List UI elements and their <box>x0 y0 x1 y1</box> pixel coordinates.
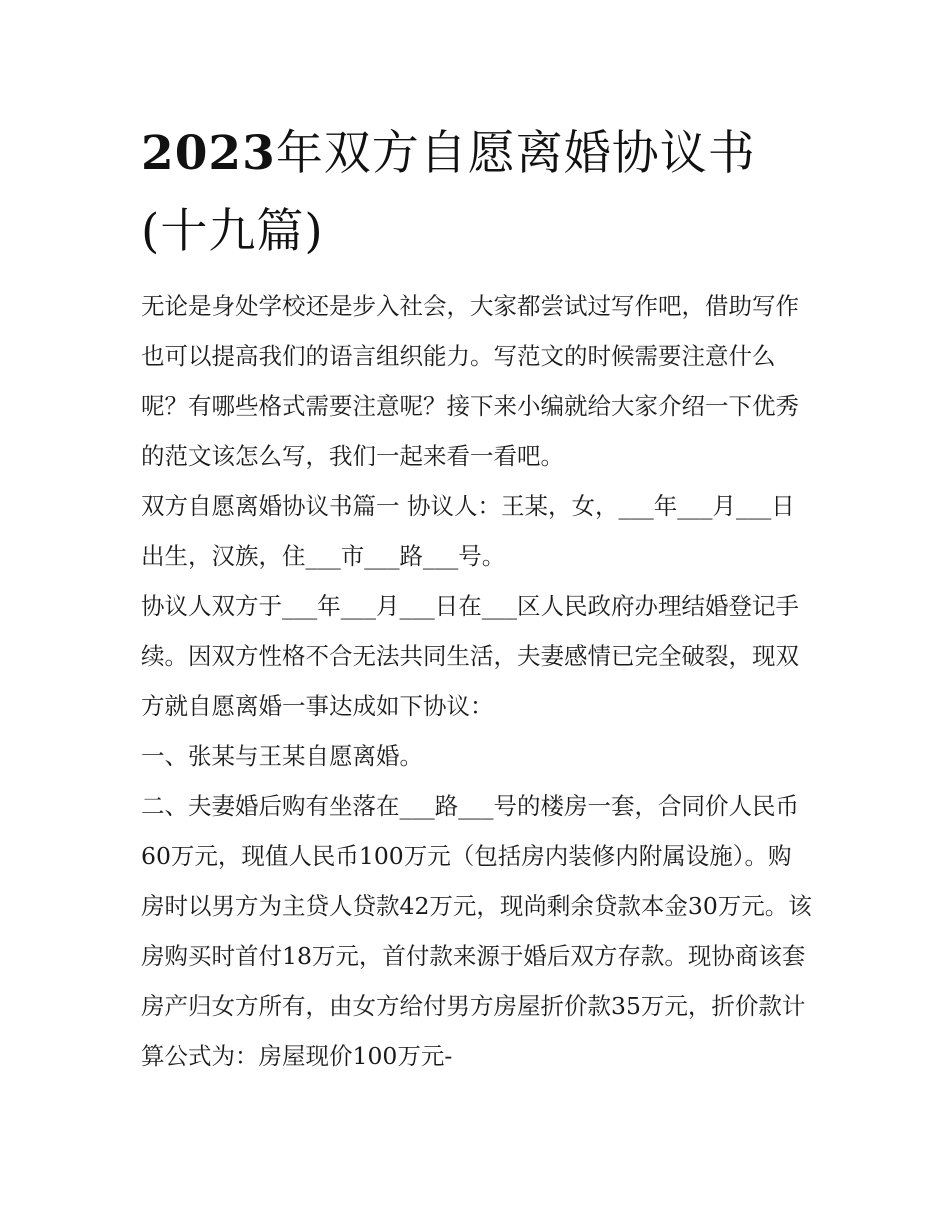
document-body <box>141 281 813 1081</box>
clause-two-paragraph: 二、夫妻婚后购有坐落在___路___号的楼房一套，合同价人民币60万元，现值人民币100万元（包括房内装修内附属设施）。购房时以男方为主贷人贷款42万元，现尚剩余贷款本金30万元。该房购买时首付18万元，首付款来源于婚后双方存款。现协商该套房产归女方所有，由女方给付男方房屋折价款35万元，折价款计算公式为：房屋现价100万元- <box>141 792 812 1070</box>
document-content <box>141 115 813 1081</box>
clause-one-paragraph: 一、张某与王某自愿离婚。 <box>141 742 423 770</box>
intro-paragraph: 无论是身处学校还是步入社会，大家都尝试过写作吧，借助写作也可以提高我们的语言组织能力。写范文的时候需要注意什么呢？有哪些格式需要注意呢？接下来小编就给大家介绍一下优秀的范文该怎么写，我们一起来看一看吧。 <box>141 292 799 470</box>
document-title <box>141 115 813 271</box>
agreement-parties-paragraph: 双方自愿离婚协议书篇一 协议人：王某，女，___年___月___日出生，汉族，住___市___路___号。 <box>141 492 795 570</box>
document-title-year: 2023 <box>141 126 276 181</box>
document-title-text: 年双方自愿离婚协议书(十九篇) <box>141 126 756 259</box>
marriage-registration-paragraph: 协议人双方于___年___月___日在___区人民政府办理结婚登记手续。因双方性格不合无法共同生活，夫妻感情已完全破裂，现双方就自愿离婚一事达成如下协议： <box>141 592 799 720</box>
